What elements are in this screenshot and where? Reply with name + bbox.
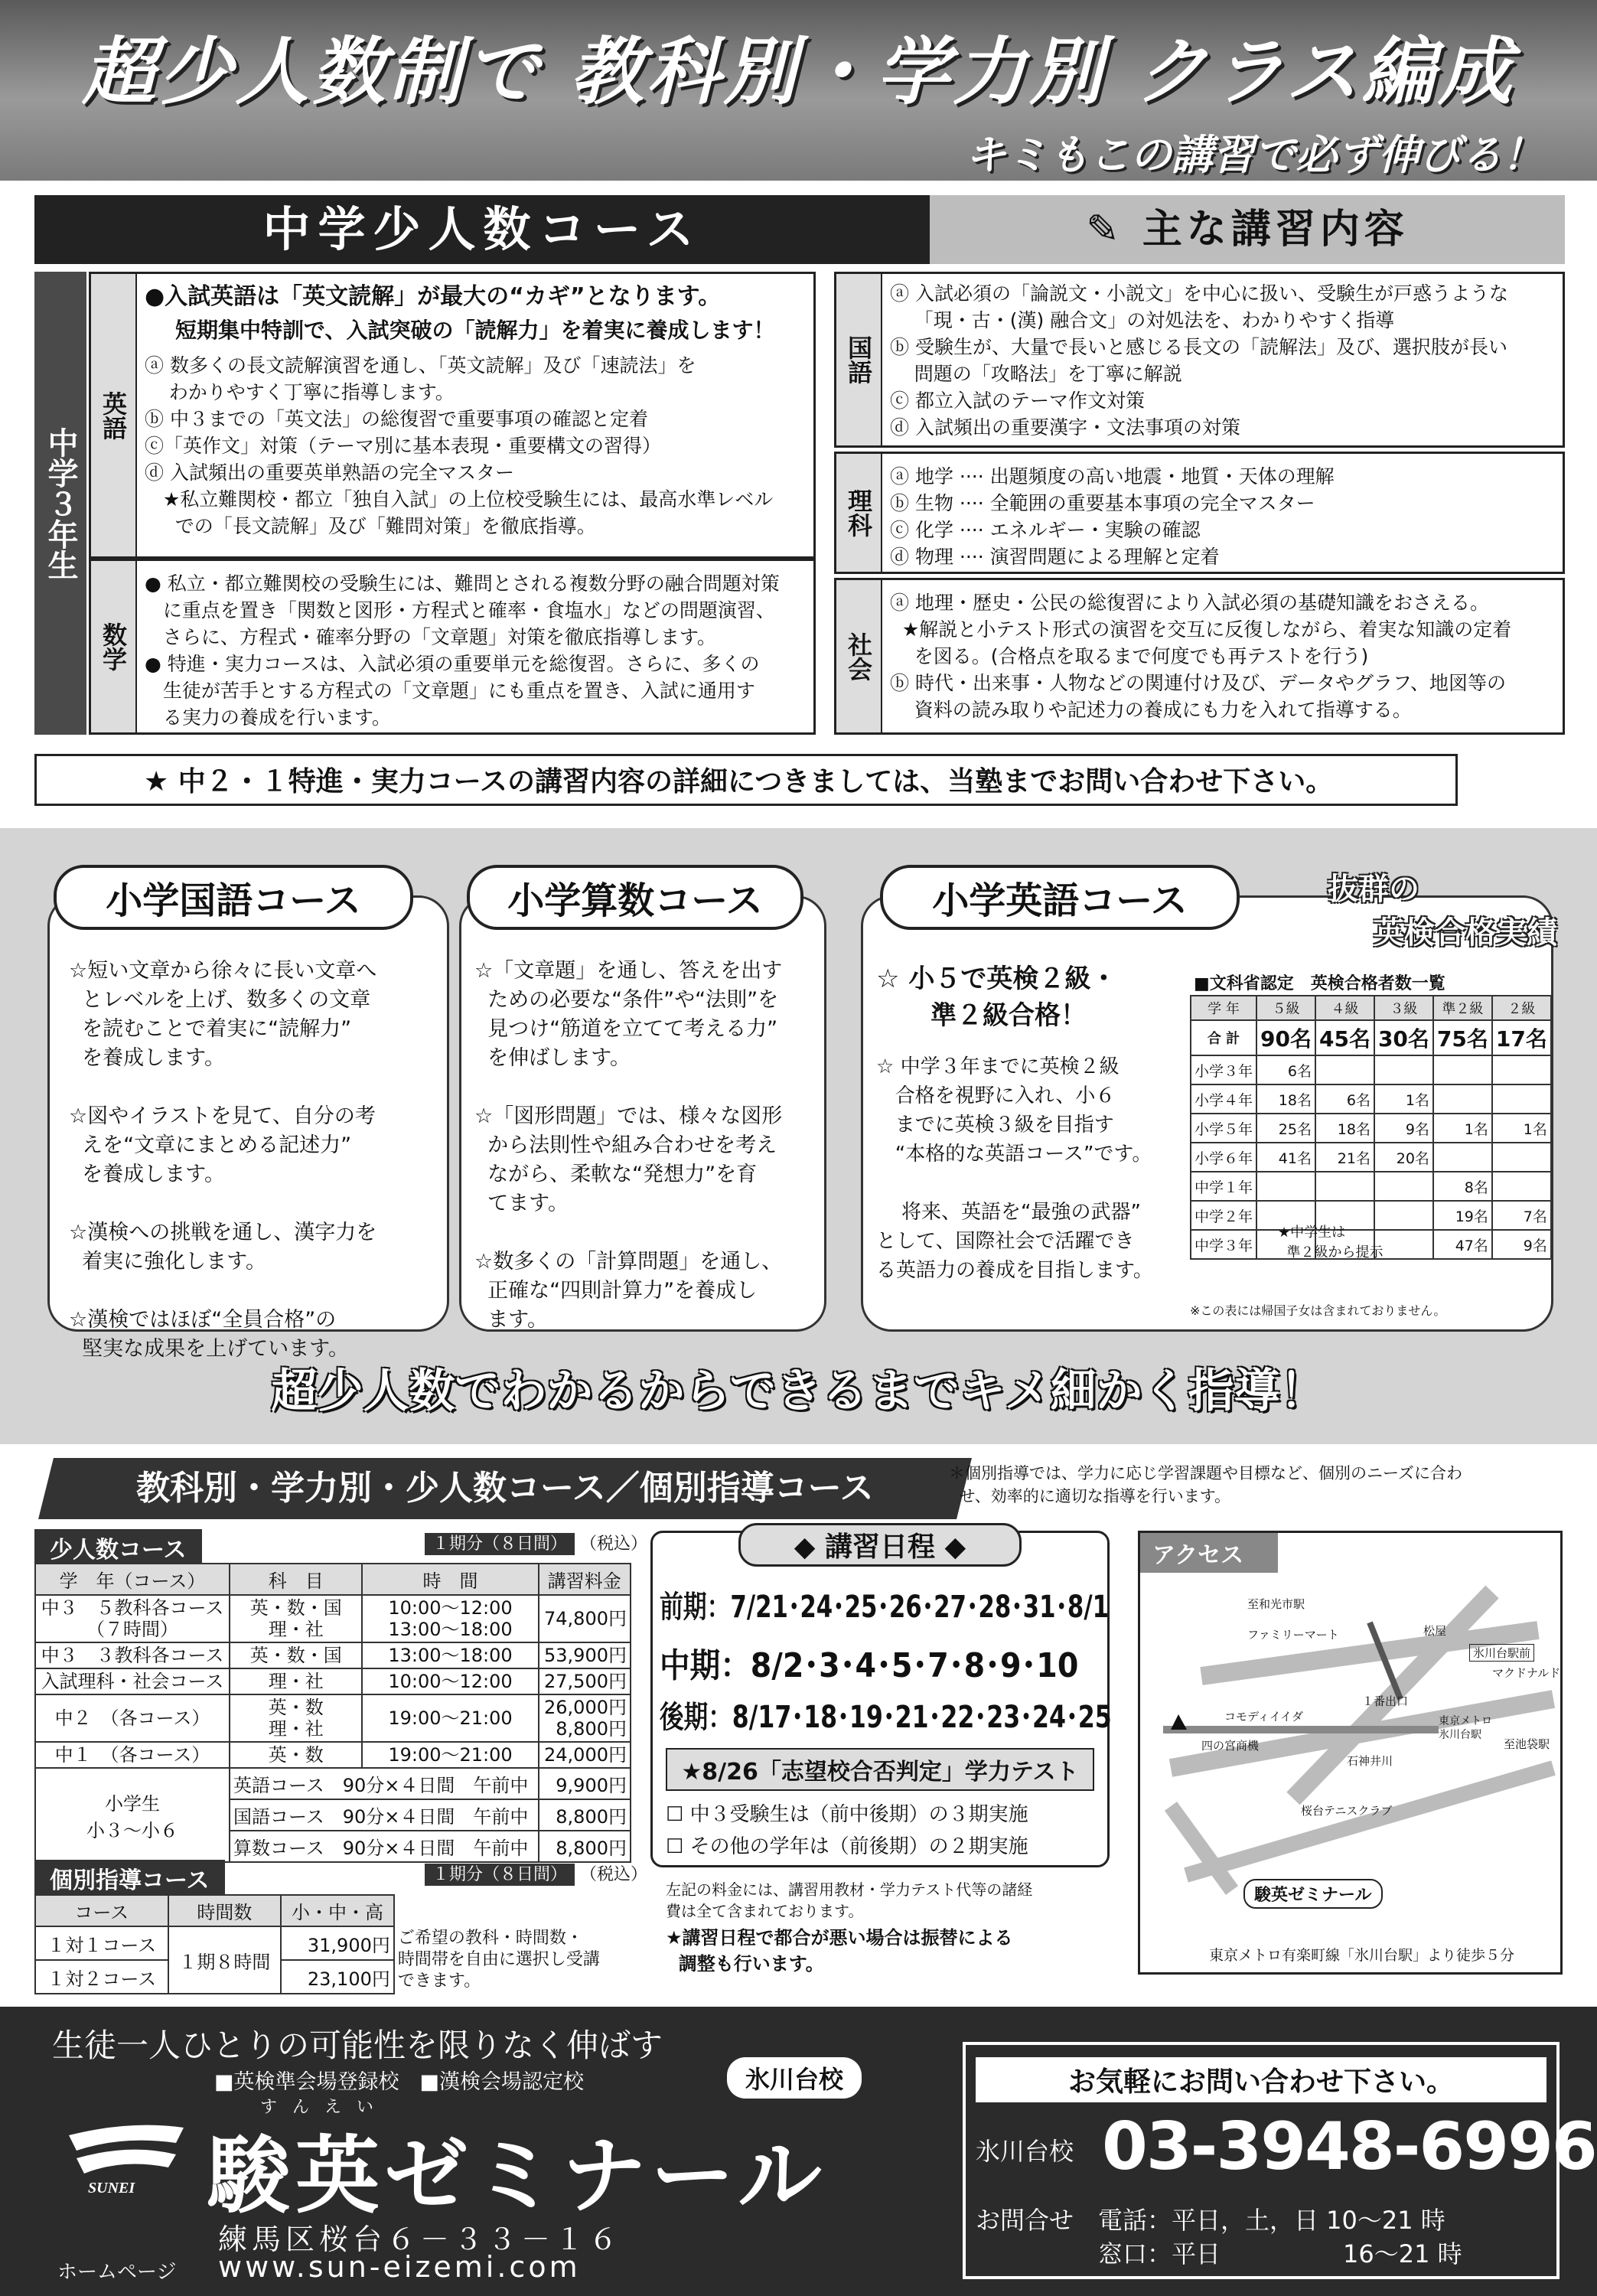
- map-label: マクドナルド: [1492, 1666, 1561, 1680]
- school-marker-icon: [1171, 1714, 1187, 1730]
- elem-english-title: 小学英語コース: [880, 865, 1240, 930]
- map-label: 至池袋駅: [1504, 1737, 1550, 1751]
- table-cell: 英・数・国: [230, 1642, 363, 1668]
- table-cell: 合 計: [1191, 1020, 1256, 1055]
- japanese-items: ⓐ 入試必須の「論説文・小説文」を中心に扱い、受験生が戸惑うような 「現・古・(漢) 融合文」の対処法を、わかりやすく指導 ⓑ 受験生が、大量で長いと感じる長文の「読解法」及び、選択肢が長い 問題の「攻略法」を丁寧に解説 ⓒ 都立入試のテーマ作文対策 ⓓ 入試頻出の重要漢字・文法事項の対策: [890, 282, 1508, 439]
- table-header: 時間数: [168, 1895, 282, 1926]
- table-cell: 小学生 小３～小６: [35, 1768, 230, 1862]
- table-cell: 53,900円: [539, 1642, 631, 1668]
- map-label: 石神井川: [1347, 1754, 1393, 1768]
- table-cell: 21名: [1315, 1143, 1374, 1172]
- eiken-foot: ※この表には帰国子女は含まれておりません。: [1190, 1303, 1446, 1318]
- table-header: 科 目: [230, 1564, 363, 1595]
- table-cell: ご希望の教科・時間数・ 時間帯を自由に選択し受講 できます。: [397, 1929, 600, 1991]
- elem-japanese-title: 小学国語コース: [54, 865, 413, 930]
- schedule-check1: ☐ 中３受験生は（前中後期）の３期実施: [666, 1803, 1028, 1826]
- table-cell: [1492, 1055, 1551, 1084]
- subject-label: 国語: [836, 274, 882, 445]
- phone-label: 氷川台校: [976, 2137, 1074, 2166]
- table-header: 時 間: [362, 1564, 538, 1595]
- math-box: [89, 559, 816, 735]
- table-cell: 英・数: [230, 1742, 363, 1768]
- badge-line2: 英検合格実績: [1374, 915, 1557, 951]
- table-cell: 国語コース 90分×４日間 午前中: [230, 1799, 539, 1831]
- math-items: ● 私立・都立難関校の受験生には、難問とされる複数分野の融合問題対策 に重点を置き「関数と図形・方程式と確率・食塩水」などの問題演習、 さらに、方程式・確率分野の「文章題」対策を徹底指導します。 ● 特進・実力コースは、入試必須の重要単元を総復習。さらに、多くの 生徒が苦手とする方程式の「文章題」にも重点を置き、入試に通用す る実力の養成を行います。: [145, 572, 780, 729]
- pencil-icon: ✎: [1086, 207, 1142, 253]
- grade-label: 中学３年生: [34, 272, 86, 735]
- table-cell: 45名: [1315, 1020, 1374, 1055]
- hours-window: 窓口：平日 16～21 時: [1098, 2239, 1462, 2268]
- table-cell: 24,000円: [539, 1742, 631, 1768]
- table-cell: [1256, 1172, 1315, 1201]
- footer-cert: ■英検準会場登録校 ■漢検会場認定校: [214, 2070, 585, 2094]
- school-address: 練馬区桜台６－３３－１６: [218, 2223, 623, 2256]
- table-row: [1191, 1084, 1551, 1114]
- table-cell: [1492, 1143, 1551, 1172]
- table-cell: 90名: [1256, 1020, 1315, 1055]
- table-cell: 31,900円: [281, 1926, 394, 1960]
- elem-english-lead: ☆ 小５で英検２級・ 準２級合格！: [876, 964, 1117, 1031]
- table-row: [35, 1668, 631, 1694]
- english-badge: [1274, 865, 1557, 952]
- slogan: 超少人数でわかるからできるまでキメ細かく指導！: [271, 1365, 1326, 1418]
- homepage-link[interactable]: www.sun-eizemi.com: [218, 2250, 581, 2284]
- table-cell: 27,500円: [539, 1668, 631, 1694]
- table-cell: 9名: [1492, 1230, 1551, 1259]
- table-cell: 中１ （各コース）: [35, 1742, 230, 1768]
- table-cell: 入試理科・社会コース: [35, 1668, 230, 1694]
- table-header: コース: [35, 1895, 168, 1926]
- elem-math-title: 小学算数コース: [467, 865, 803, 930]
- table-cell: 1名: [1374, 1084, 1433, 1114]
- table-cell: 6名: [1256, 1055, 1315, 1084]
- table-cell: １期８時間: [168, 1926, 282, 1994]
- schedule-fee-note: 左記の料金には、講習用教材・学力テスト代等の諸経 費は全て含まれております。: [666, 1880, 1033, 1920]
- table-cell: [1374, 1055, 1433, 1084]
- table-cell: [1433, 1084, 1492, 1114]
- table-cell: 30名: [1374, 1020, 1433, 1055]
- table-cell: [1315, 1172, 1374, 1201]
- table-cell: 小学４年: [1191, 1084, 1256, 1114]
- homepage-label: ホームページ: [57, 2261, 177, 2284]
- science-box: [834, 452, 1565, 574]
- schedule-title: ◆ 講習日程 ◆: [738, 1523, 1022, 1567]
- table-cell: 中学２年: [1191, 1201, 1256, 1230]
- map-label: ファミリーマート: [1247, 1628, 1339, 1642]
- table-cell: [1433, 1143, 1492, 1172]
- map-label: 氷川台駅前: [1469, 1644, 1534, 1662]
- table-cell: 中学１年: [1191, 1172, 1256, 1201]
- subject-label: 理科: [836, 454, 882, 572]
- elem-math-text: ☆「文章題」を通し、答えを出す ための必要な“条件”や“法則”を 見つけ“筋道を立てて考える力” を伸ばします。 ☆「図形問題」では、様々な図形 から法則性や組み合わせを考え ながら、柔軟な“発想力”を育 てます。 ☆数多くの「計算問題」を通し、 正確な“四則計算力”を養成し ます。: [474, 959, 783, 1332]
- table-cell: 25名: [1256, 1114, 1315, 1143]
- table-cell: 9名: [1374, 1114, 1433, 1143]
- table-header: ５級: [1256, 996, 1315, 1020]
- social-box: [834, 578, 1565, 735]
- table-cell: 8,800円: [539, 1799, 631, 1831]
- table-cell: 13:00～18:00: [362, 1642, 538, 1668]
- table-row: [1191, 1114, 1551, 1143]
- table-cell: １対１コース: [35, 1926, 168, 1960]
- access-title: アクセス: [1140, 1533, 1278, 1573]
- table-row: [35, 1642, 631, 1668]
- table-cell: 8,800円: [539, 1831, 631, 1862]
- table-cell: [1374, 1201, 1433, 1230]
- table-cell: 1名: [1433, 1114, 1492, 1143]
- table-cell: 中３ ３教科各コース: [35, 1642, 230, 1668]
- table-cell: 47名: [1433, 1230, 1492, 1259]
- science-items: ⓐ 地学 ···· 出題頻度の高い地震・地質・天体の理解 ⓑ 生物 ···· 全範囲の重要基本事項の完全マスター ⓒ 化学 ···· エネルギー・実験の確認 ⓓ 物理 ···· 演習問題による理解と定着: [890, 465, 1335, 568]
- small-course-label: 少人数コース: [34, 1529, 202, 1566]
- subject-label: 英語: [91, 274, 137, 556]
- header-subtitle: キミもこの講習で必ず伸びる！: [965, 131, 1543, 179]
- phone-number[interactable]: 03-3948-6996: [1102, 2108, 1596, 2185]
- table-cell: 19:00～21:00: [362, 1742, 538, 1768]
- table-cell: 中学３年: [1191, 1230, 1256, 1259]
- map-label: 東京メトロ 氷川台駅: [1439, 1715, 1492, 1741]
- course-section-note: ＊個別指導では、学力に応じ学習課題や目標など、個別のニーズに合わ せ、効率的に適切な指導を行います。: [949, 1464, 1462, 1505]
- school-name: 駿英ゼミナール: [207, 2127, 826, 2225]
- table-cell: 10:00～12:00: [362, 1668, 538, 1694]
- table-cell: 10:00～12:00 13:00～18:00: [362, 1595, 538, 1642]
- japanese-box: [834, 272, 1565, 448]
- table-cell: [1374, 1172, 1433, 1201]
- footer-branch: 氷川台校: [727, 2057, 862, 2099]
- subject-label: 社会: [836, 580, 882, 732]
- school-logo: [61, 2120, 191, 2197]
- table-cell: 理・社: [230, 1668, 363, 1694]
- table-row: [1191, 1020, 1551, 1055]
- english-items: ⓐ 数多くの長文読解演習を通し、「英文読解」及び「速読法」を わかりやすく丁寧に指導します。 ⓑ 中３までの「英文法」の総復習で重要事項の確認と定着 ⓒ「英作文」対策（テーマ別に基本表現・重要構文の習得） ⓓ 入試頻出の重要英単熟語の完全マスター ★私立難関校・都立「独自入試」の上位校受験生には、最高水準レベル での「長文読解」及び「難問対策」を徹底指導。: [145, 354, 774, 537]
- table-row: [1191, 1172, 1551, 1201]
- inquiry-note: ★ 中２・１特進・実力コースの講習内容の詳細につきましては、当塾までお問い合わせ下さい。: [34, 754, 1458, 806]
- indiv-course-period: １期分（８日間） （税込）: [425, 1861, 647, 1885]
- contents-title: ✎ 主な講習内容: [930, 195, 1565, 264]
- indiv-course-table: [34, 1894, 631, 1994]
- schedule-check2: ☐ その他の学年は（前後期）の２期実施: [666, 1835, 1028, 1858]
- table-cell: 75名: [1433, 1020, 1492, 1055]
- table-cell: [1433, 1055, 1492, 1084]
- schedule-transfer-note: ★講習日程で都合が悪い場合は振替による 調整も行います。: [666, 1927, 1013, 1975]
- table-cell: 41名: [1256, 1143, 1315, 1172]
- table-cell: 6名: [1315, 1084, 1374, 1114]
- table-cell: 20名: [1374, 1143, 1433, 1172]
- table-cell: [1492, 1084, 1551, 1114]
- table-cell: 小学６年: [1191, 1143, 1256, 1172]
- small-course-period: １期分（８日間） （税込）: [425, 1531, 647, 1554]
- schedule-test: ★8/26「志望校合否判定」学力テスト: [666, 1748, 1094, 1791]
- table-header: ２級: [1492, 996, 1551, 1020]
- access-caption: 東京メトロ有楽町線「氷川台駅」より徒歩５分: [1209, 1947, 1515, 1964]
- header-title: 超少人数制で 教科別・学力別 クラス編成: [82, 29, 1515, 115]
- svg-text:SUNEI: SUNEI: [88, 2180, 135, 2197]
- table-header: ３級: [1374, 996, 1433, 1020]
- eiken-jh-note: ★中学生は 準２級から提示: [1278, 1225, 1384, 1261]
- footer-motto: 生徒一人ひとりの可能性を限りなく伸ばす: [52, 2027, 663, 2064]
- elem-english-text: ☆ 中学３年までに英検２級 合格を視野に入れ、小６ までに英検３級を目指す “本格的な英語コース”です。 将来、英語を“最強の武器” として、国際社会で活躍でき る英語力の養成を目指します。: [876, 1055, 1153, 1282]
- table-cell: 算数コース 90分×４日間 午前中: [230, 1831, 539, 1862]
- table-cell: 英・数・国 理・社: [230, 1595, 363, 1642]
- table-row: [35, 1768, 631, 1799]
- schedule-koki: 後期：8/17･18･19･21･22･23･24･25: [660, 1700, 1112, 1735]
- hours-phone: 電話：平日，土，日 10～21 時: [1098, 2206, 1445, 2235]
- table-cell: 18名: [1256, 1084, 1315, 1114]
- social-items: ⓐ 地理・歴史・公民の総復習により入試必須の基礎知識をおさえる。 ★解説と小テスト形式の演習を交互に反復しながら、着実な知識の定着 を図る。(合格点を取るまで何度でも再テストを行う) ⓑ 時代・出来事・人物などの関連付け及び、データやグラフ、地図等の 資料の読み取りや記述力の養成にも力を入れて指導する。: [890, 592, 1512, 721]
- table-cell: 小学３年: [1191, 1055, 1256, 1084]
- map-label: コモディイイダ: [1224, 1710, 1304, 1724]
- table-header: 学 年: [1191, 996, 1256, 1020]
- table-header-row: [35, 1895, 631, 1926]
- table-cell: 19名: [1433, 1201, 1492, 1230]
- table-cell: １対２コース: [35, 1960, 168, 1994]
- map-label: 桜台テニスクラブ: [1301, 1804, 1393, 1818]
- table-cell: 23,100円: [281, 1960, 394, 1994]
- eiken-table: [1190, 995, 1552, 1260]
- table-header-row: [35, 1564, 631, 1595]
- table-cell: 19:00～21:00: [362, 1694, 538, 1742]
- map-label: 至和光市駅: [1247, 1597, 1305, 1611]
- small-course-table: [34, 1563, 631, 1863]
- english-lead2: 短期集中特訓で、入試突破の「読解力」を着実に養成します！: [175, 318, 775, 343]
- table-cell: [394, 1895, 631, 1926]
- table-cell: 7名: [1492, 1201, 1551, 1230]
- contact-title: お気軽にお問い合わせ下さい。: [976, 2057, 1546, 2102]
- map-road: [1186, 1768, 1553, 1875]
- table-cell: 中２ （各コース）: [35, 1694, 230, 1742]
- table-header: ４級: [1315, 996, 1374, 1020]
- table-cell: [1492, 1172, 1551, 1201]
- table-header-row: [1191, 996, 1551, 1020]
- map-label: １番出口: [1362, 1694, 1409, 1708]
- table-cell: 9,900円: [539, 1768, 631, 1799]
- english-lead1: ●入試英語は「英文読解」が最大の“カギ”となります。: [145, 283, 722, 310]
- table-cell: 74,800円: [539, 1595, 631, 1642]
- english-box: [89, 272, 816, 559]
- subject-label: 数学: [91, 561, 137, 732]
- table-cell: 英・数 理・社: [230, 1694, 363, 1742]
- table-header: 講習料金: [539, 1564, 631, 1595]
- inquiry-label: お問合せ: [976, 2206, 1074, 2235]
- table-cell: [1315, 1055, 1374, 1084]
- indiv-course-label: 個別指導コース: [34, 1860, 225, 1896]
- elem-japanese-text: ☆短い文章から徐々に長い文章へ とレベルを上げ、数多くの文章 を読むことで着実に“読解力” を養成します。 ☆図やイラストを見て、自分の考 えを“文章にまとめる記述力” を養成します。 ☆漢検への挑戦を通し、漢字力を 着実に強化します。 ☆漢検ではほぼ“全員合格”の 堅実な成果を上げています。: [69, 959, 377, 1361]
- map-label: 四の宮商機: [1201, 1739, 1260, 1753]
- table-header: 準２級: [1433, 996, 1492, 1020]
- table-row: [1191, 1143, 1551, 1172]
- map-school-label: 駿英ゼミナール: [1243, 1879, 1383, 1909]
- table-cell: 小学５年: [1191, 1114, 1256, 1143]
- table-cell: 8名: [1433, 1172, 1492, 1201]
- schedule-zenki: 前期：7/21･24･25･26･27･28･31･8/1: [660, 1590, 1110, 1625]
- table-row: [35, 1742, 631, 1768]
- table-header: 学 年（コース）: [35, 1564, 230, 1595]
- course-section-title: 教科別・学力別・少人数コース／個別指導コース: [38, 1458, 972, 1519]
- eiken-table-title: ■文科省認定 英検合格者数一覧: [1194, 974, 1445, 993]
- table-cell: [1374, 1230, 1433, 1259]
- badge-line1: 抜群の: [1328, 872, 1419, 907]
- table-cell: 英語コース 90分×４日間 午前中: [230, 1768, 539, 1799]
- footer-furigana: すんえい: [260, 2098, 389, 2117]
- table-cell: 1名: [1492, 1114, 1551, 1143]
- table-cell: 17名: [1492, 1020, 1551, 1055]
- table-cell: 18名: [1315, 1114, 1374, 1143]
- table-cell: 中３ ５教科各コース （７時間）: [35, 1595, 230, 1642]
- jh-course-title: 中学少人数コース: [34, 195, 930, 264]
- table-header: 小・中・高: [281, 1895, 394, 1926]
- table-row: [35, 1926, 631, 1960]
- map-label: 松屋: [1423, 1624, 1447, 1638]
- table-cell: 26,000円 8,800円: [539, 1694, 631, 1742]
- table-row: [1191, 1055, 1551, 1084]
- sunei-logo-icon: [61, 2120, 191, 2197]
- schedule-chuki: 中期：8/2･3･4･5･7･8･9･10: [660, 1646, 1079, 1685]
- table-row: [35, 1694, 631, 1742]
- table-row: [35, 1595, 631, 1642]
